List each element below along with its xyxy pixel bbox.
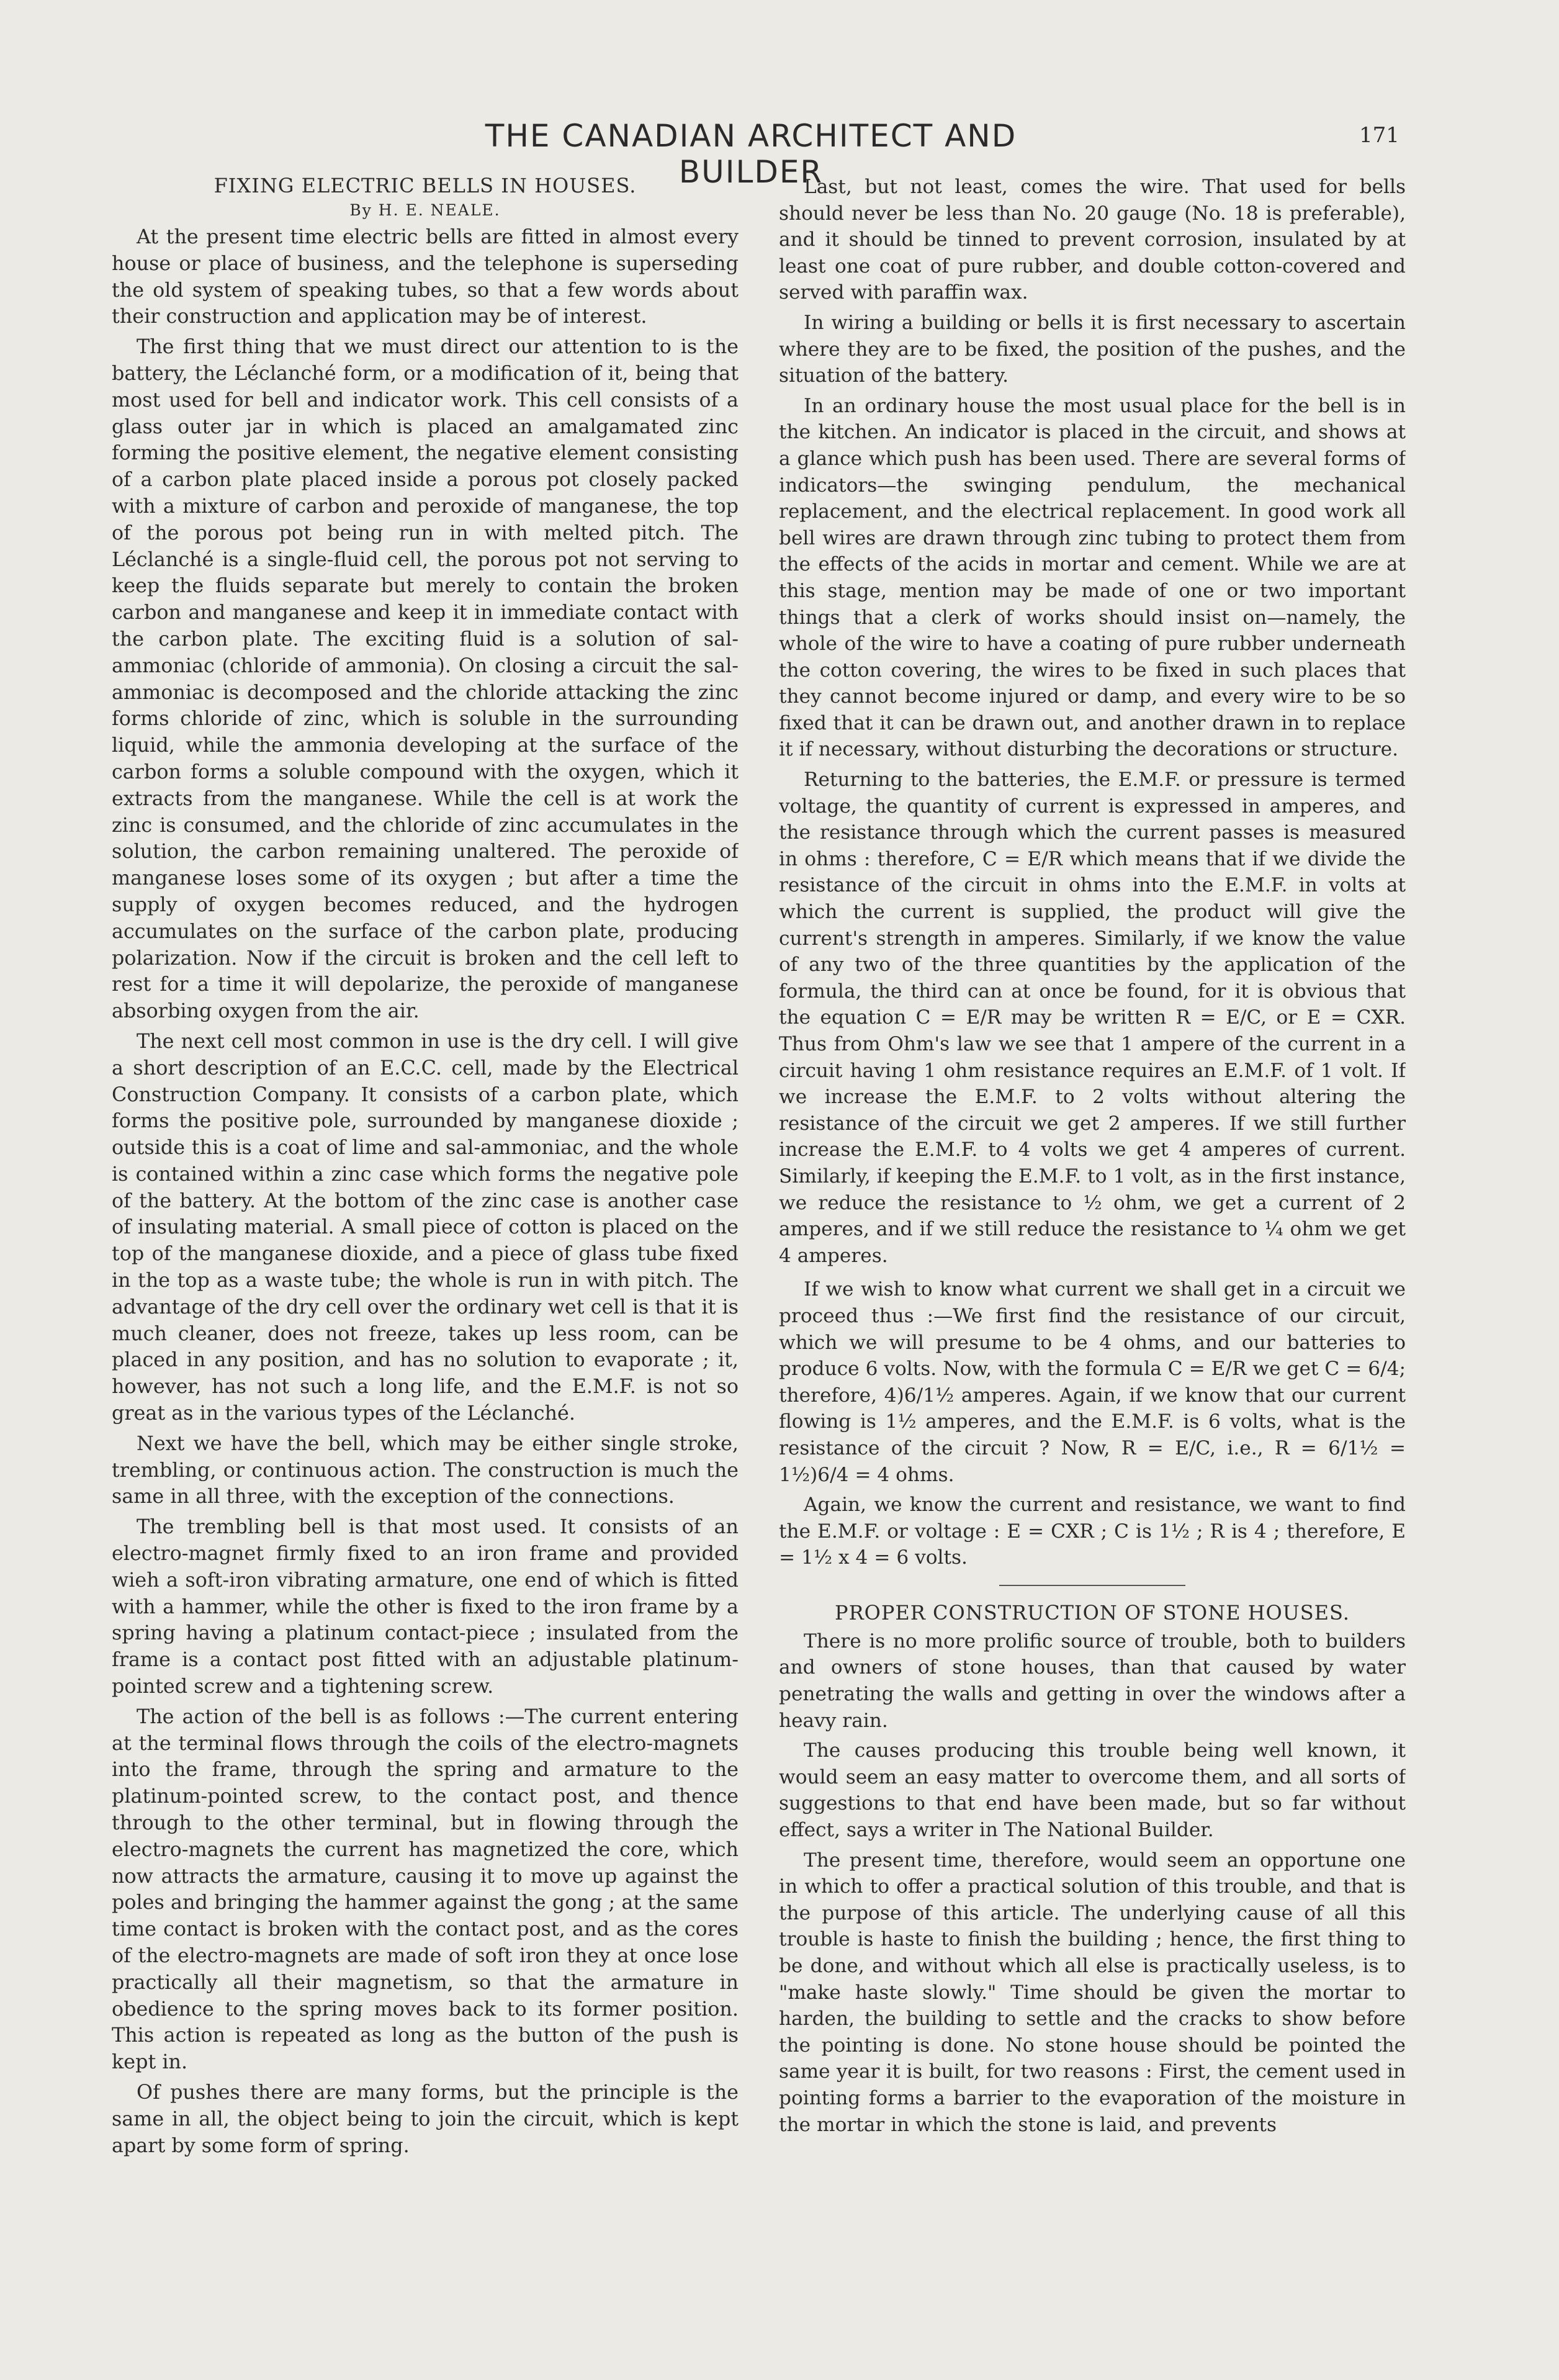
right-column — [779, 174, 1406, 2359]
article-paragraph: The next cell most common in use is the dry cell. I will give a short description of an E.C.C. cell, made by the Electrical Construction Company. It consists of a carbon plate, which forms the positive pole, surrounded by manganese dioxide ; outside this is a coat of lime and sal-ammoniac, and the whole is contained within a zinc case which forms the negative pole of the battery. At the bottom of the zinc case is another case of insulating material. A small piece of cotton is placed on the top of the manganese dioxide, and a piece of glass tube fixed in the top as a waste tube; the whole is run in with pitch. The advantage of the dry cell over the ordinary wet cell is that it is much cleaner, does not freeze, takes up less room, can be placed in any position, and has no solution to evaporate ; it, however, has not such a long life, and the E.M.F. is not so great as in the various types of the Léclanché. — [112, 1029, 739, 1425]
article-paragraph: Last, but not least, comes the wire. That used for bells should never be less than No. 20 gauge (No. 18 is preferable), and it should be tinned to prevent corrosion, insulated by at least one coat of pure rubber, and double cotton-covered and served with paraffin wax. — [779, 176, 1406, 304]
page-number: 171 — [1359, 123, 1400, 148]
article-divider — [999, 1585, 1185, 1586]
article-paragraph: In an ordinary house the most usual place for the bell is in the kitchen. An indicator is placed in the circuit, and shows at a glance which push has been used. There are several forms of indicators—the swinging pendulum, the mechanical replacement, and the electrical replacement. In good work all bell wires are drawn through zinc tubing to protect them from the effects of the acids in mortar and cement. While we are at this stage, mention may be made of one or two important things that a clerk of works should insist on—namely, the whole of the wire to have a coating of pure rubber underneath the cotton covering, the wires to be fixed in such places that they cannot become injured or damp, and every wire to be so fixed that it can be drawn out, and another drawn in to replace it if necessary, without disturbing the decorations or structure. — [779, 394, 1406, 761]
article-title: PROPER CONSTRUCTION OF STONE HOUSES. — [835, 1600, 1350, 1625]
left-column — [112, 174, 739, 2359]
article-paragraph: The causes producing this trouble being well known, it would seem an easy matter to overcome them, and all sorts of suggestions to that end have been made, but so far without effect, says a writer in The National Builder. — [779, 1739, 1406, 1842]
article-paragraph: If we wish to know what current we shall get in a circuit we proceed thus :—We first find the resistance of our circuit, which we will presume to be 4 ohms, and our batteries to produce 6 volts. Now, with the formula C = E/R we get C = 6/4; therefore, 4)6/1½ amperes. Again, if we know that our current flowing is 1½ amperes, and the E.M.F. is 6 volts, what is the resistance of the circuit ? Now, R = E/C, i.e., R = 6/1½ = 1½)6/4 = 4 ohms. — [779, 1278, 1406, 1486]
article-paragraph: Next we have the bell, which may be either single stroke, trembling, or continuous action. The construction is much the same in all three, with the exception of the connections. — [112, 1431, 739, 1508]
article-paragraph: Returning to the batteries, the E.M.F. or pressure is termed voltage, the quantity of current is expressed in amperes, and the resistance through which the current passes is measured in ohms : therefore, C = E/R which means that if we divide the resistance of the circuit in ohms into the E.M.F. in volts at which the current is supplied, the product will give the current's strength in amperes. Similarly, if we know the value of any two of the three quantities by the application of the formula, the third can at once be found, for it is obvious that the equation C = E/R may be written R = E/C, or E = CXR. Thus from Ohm's law we see that 1 ampere of the current in a circuit having 1 ohm resistance requires an E.M.F. of 1 volt. If we increase the E.M.F. to 2 volts without altering the resistance of the circuit we get 2 amperes. If we still further increase the E.M.F. to 4 volts we get 4 amperes of current. Similarly, if keeping the E.M.F. to 1 volt, as in the first instance, we reduce the resistance to ½ ohm, we get a current of 2 amperes, and if we still reduce the resistance to ¼ ohm we get 4 amperes. — [779, 769, 1406, 1267]
article-paragraph: There is no more prolific source of trouble, both to builders and owners of stone houses, than that caused by water penetrating the walls and getting in over the windows after a heavy rain. — [779, 1629, 1406, 1732]
article-paragraph: Of pushes there are many forms, but the principle is the same in all, the object being to join the circuit, which is kept apart by some form of spring. — [112, 2080, 739, 2157]
article-paragraph: In wiring a building or bells it is first necessary to ascertain where they are to be fixed, the position of the pushes, and the situation of the battery. — [779, 311, 1406, 387]
article-paragraph: The first thing that we must direct our attention to is the battery, the Léclanché form, or a modification of it, being that most used for bell and indicator work. This cell consists of a glass outer jar in which is placed an amalgamated zinc forming the positive element, the negative element consisting of a carbon plate placed inside a porous pot closely packed with a mixture of carbon and peroxide of manganese, the top of the porous pot being run in with melted pitch. The Léclanché is a single-fluid cell, the porous pot not serving to keep the fluids separate but merely to contain the broken carbon and manganese and keep it in immediate contact with the carbon plate. The exciting fluid is a solution of sal-ammoniac (chloride of ammonia). On closing a circuit the sal-ammoniac is decomposed and the chloride attacking the zinc forms chloride of zinc, which is soluble in the surrounding liquid, while the ammonia developing at the surface of the carbon forms a soluble compound with the oxygen, which it extracts from the manganese. While the cell is at work the zinc is consumed, and the chloride of zinc accumulates in the solution, the carbon remaining unaltered. The peroxide of manganese loses some of its oxygen ; but after a time the supply of oxygen becomes reduced, and the hydrogen accumulates on the surface of the carbon plate, producing polarization. Now if the circuit is broken and the cell left to rest for a time it will depolarize, the peroxide of manganese absorbing oxygen from the air. — [112, 335, 739, 1023]
article-byline: By H. E. NEALE. — [349, 201, 501, 219]
article-paragraph: The present time, therefore, would seem an opportune one in which to offer a practical solution of this trouble, and that is the purpose of this article. The underlying cause of all this trouble is haste to finish the building ; hence, the first thing to be done, and without which all else is practically useless, is to "make haste slowly." Time should be given the mortar to harden, the building to settle and the cracks to show before the pointing is done. No stone house should be pointed the same year it is built, for two reasons : First, the cement used in pointing forms a barrier to the evaporation of the moisture in the mortar in which the stone is laid, and prevents — [779, 1849, 1406, 2136]
article-paragraph: The trembling bell is that most used. It consists of an electro-magnet firmly fixed to an iron frame and provided wieh a soft-iron vibrating armature, one end of which is fitted with a hammer, while the other is fixed to the iron frame by a spring having a platinum contact-piece ; insulated from the frame is a contact post fitted with an adjustable platinum-pointed screw and a tightening screw. — [112, 1515, 739, 1698]
article-paragraph: The action of the bell is as follows :—The current entering at the terminal flows through the coils of the electro-magnets into the frame, through the spring and armature to the platinum-pointed screw, to the contact post, and thence through to the other terminal, but in flowing through the electro-magnets the current has magnetized the core, which now attracts the armature, causing it to move up against the poles and bringing the hammer against the gong ; at the same time contact is broken with the contact post, and as the cores of the electro-magnets are made of soft iron they at once lose practically all their magnetism, so that the armature in obedience to the spring moves back to its former position. This action is repeated as long as the button of the push is kept in. — [112, 1705, 739, 2074]
article-title: FIXING ELECTRIC BELLS IN HOUSES. — [213, 174, 637, 197]
journal-title: THE CANADIAN ARCHITECT AND BUILDER — [485, 118, 1017, 190]
article-paragraph: Again, we know the current and resistance, we want to find the E.M.F. or voltage : E = CXR ; C is 1½ ; R is 4 ; therefore, E = 1½ x 4 = 6 volts. — [779, 1494, 1406, 1569]
article-paragraph: At the present time electric bells are fitted in almost every house or place of business, and the telephone is superseding the old system of speaking tubes, so that a few words about their construction and application may be of interest. — [112, 225, 739, 328]
